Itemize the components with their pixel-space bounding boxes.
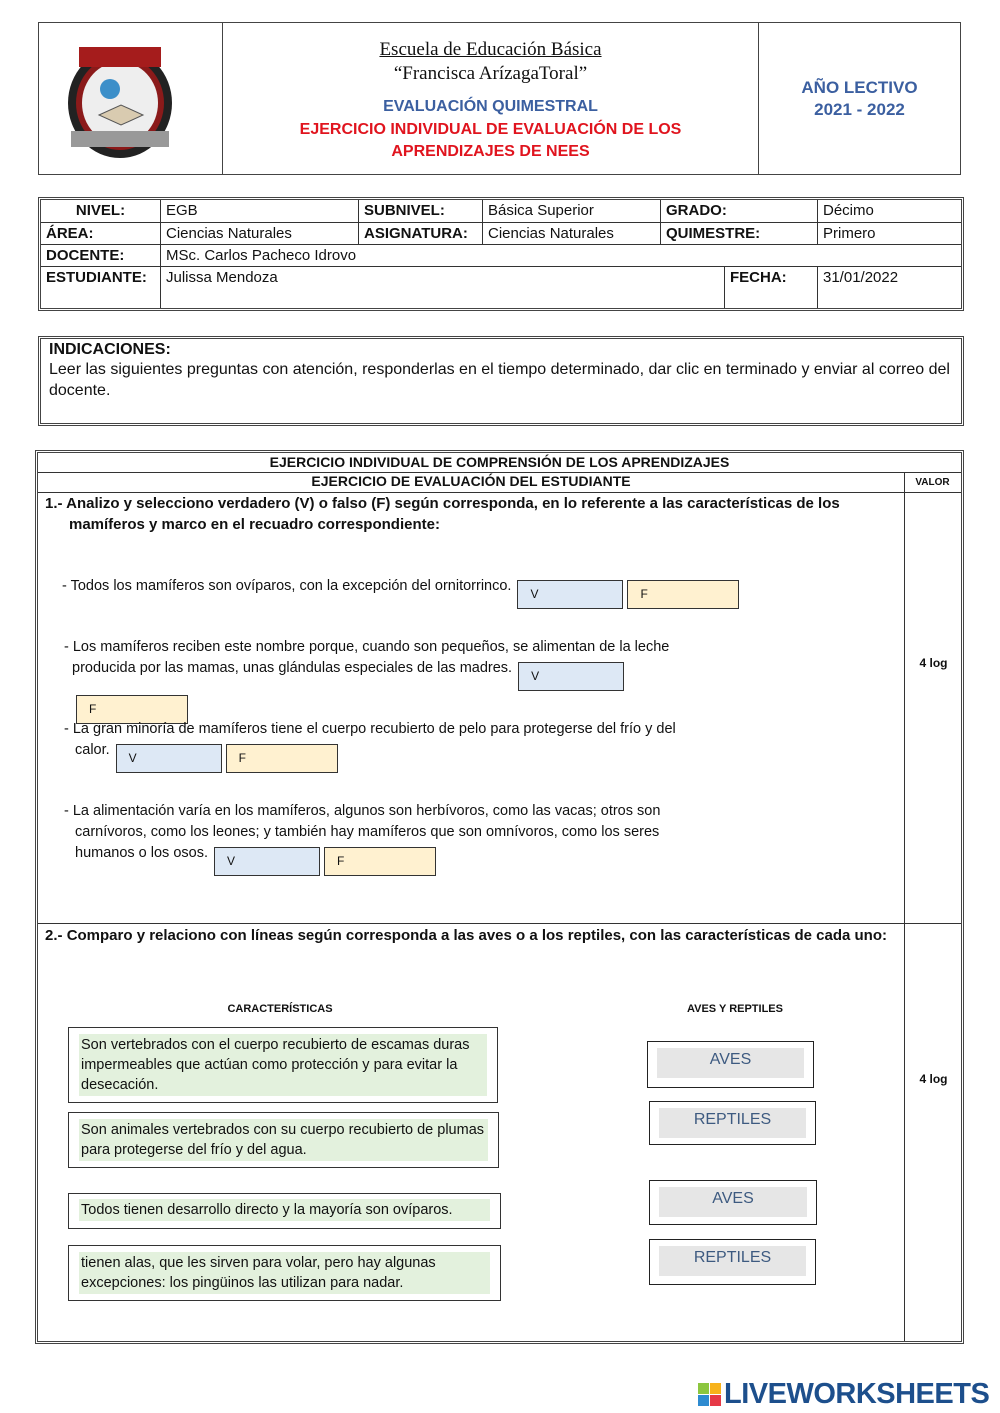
header-box: [38, 22, 961, 175]
estudiante-label: ESTUDIANTE:: [41, 267, 161, 308]
fecha-label: FECHA:: [725, 267, 818, 308]
question-number: 1.-: [45, 495, 63, 512]
indicaciones-title: INDICACIONES:: [49, 341, 171, 358]
asignatura-value: Ciencias Naturales: [483, 223, 661, 245]
groups-header: AVES Y REPTILES: [687, 1003, 783, 1015]
question-number: 2.-: [45, 927, 63, 944]
nivel-value: EGB: [161, 200, 359, 223]
option-label: AVES: [659, 1187, 807, 1217]
answer-false-3[interactable]: F: [226, 744, 338, 773]
characteristic-text: Todos tienen desarrollo directo y la mayoría son ovíparos.: [79, 1199, 490, 1221]
exercise-title-1: EJERCICIO INDIVIDUAL DE COMPRENSIÓN DE LOS APRENDIZAJES: [38, 454, 961, 473]
docente-value: MSc. Carlos Pacheco Idrovo: [161, 245, 961, 267]
answer-false-2[interactable]: F: [76, 695, 188, 724]
q1-item-1: - Todos los mamíferos son ovíparos, con la excepción del ornitorrinco.: [62, 578, 512, 594]
year-value: 2021 - 2022: [814, 100, 905, 119]
q1-item-2-row: [64, 637, 704, 724]
option-aves-2[interactable]: [649, 1180, 817, 1225]
subnivel-value: Básica Superior: [483, 200, 661, 223]
characteristic-3[interactable]: [68, 1193, 501, 1229]
characteristic-2[interactable]: [68, 1112, 499, 1168]
nivel-label: NIVEL:: [41, 200, 161, 223]
answer-true-1[interactable]: V: [517, 580, 623, 609]
characteristic-text: Son vertebrados con el cuerpo recubierto de escamas duras impermeables que actúan como protección y para evitar la desecación.: [79, 1034, 487, 1096]
exercise-title-2: EJERCICIO DE EVALUACIÓN DEL ESTUDIANTE: [38, 473, 904, 493]
indicaciones-text: Leer las siguientes preguntas con atención, responderlas en el tiempo determinado, dar clic en terminado y enviar al correo del docente.: [49, 361, 950, 399]
q2-value: 4 log: [919, 1072, 948, 1086]
asignatura-label: ASIGNATURA:: [359, 223, 483, 245]
characteristic-text: Son animales vertebrados con su cuerpo recubierto de plumas para protegerse del frío y del agua.: [79, 1119, 488, 1161]
area-value: Ciencias Naturales: [161, 223, 359, 245]
characteristic-1[interactable]: [68, 1027, 498, 1103]
quimestre-value: Primero: [818, 223, 961, 245]
question-text: Analizo y selecciono verdadero (V) o falso (F) según corresponda, en lo referente a las características de los mamíferos y marco en el recuadro correspondiente:: [66, 495, 840, 533]
characteristics-header: CARACTERÍSTICAS: [227, 1003, 333, 1015]
q1-item-3: - La gran minoría de mamíferos tiene el cuerpo recubierto de pelo para protegerse del frío y del calor.: [64, 721, 676, 758]
question-1: [45, 493, 895, 535]
option-label: REPTILES: [659, 1246, 806, 1276]
grado-label: GRADO:: [661, 200, 818, 223]
answer-true-2[interactable]: V: [518, 662, 624, 691]
question-2: [45, 925, 895, 946]
q1-item-3-row: [64, 719, 704, 773]
option-reptiles-2[interactable]: [649, 1239, 816, 1285]
option-label: AVES: [657, 1048, 804, 1078]
characteristic-4[interactable]: [68, 1245, 501, 1301]
q1-item-1-row: [62, 576, 822, 609]
answer-false-4[interactable]: F: [324, 847, 436, 876]
characteristic-text: tienen alas, que les sirven para volar, pero hay algunas excepciones: los pingüinos las utilizan para nadar.: [79, 1252, 490, 1294]
answer-false-1[interactable]: F: [627, 580, 739, 609]
year-label: AÑO LECTIVO: [801, 78, 918, 97]
liveworksheets-logo: [698, 1380, 998, 1410]
fecha-field[interactable]: 31/01/2022: [823, 269, 899, 286]
school-name: Escuela de Educación Básica: [379, 39, 602, 60]
q1-item-4: - La alimentación varía en los mamíferos, algunos son herbívoros, como las vacas; otros son carnívoros, como los leones; y también hay mamíferos que son omnívoros, como los seres humanos o los osos.: [64, 803, 661, 861]
grado-value: Décimo: [818, 200, 961, 223]
estudiante-field[interactable]: Julissa Mendoza: [161, 267, 725, 308]
docente-label: DOCENTE:: [41, 245, 161, 267]
option-aves-1[interactable]: [647, 1041, 814, 1088]
brand-name: LIVEWORKSHEETS: [724, 1378, 990, 1410]
info-table: [38, 197, 964, 311]
exercise-title: EJERCICIO INDIVIDUAL DE EVALUACIÓN DE LOS APRENDIZAJES DE NEES: [299, 121, 682, 160]
option-reptiles-1[interactable]: [649, 1101, 816, 1145]
valor-header: VALOR: [904, 473, 961, 493]
school-subname: “Francisca ArízagaToral”: [393, 63, 588, 84]
option-label: REPTILES: [659, 1108, 806, 1138]
q1-value: 4 log: [919, 656, 948, 670]
answer-true-4[interactable]: V: [214, 847, 320, 876]
liveworksheets-icon: [698, 1383, 722, 1407]
school-logo: [61, 41, 179, 159]
area-label: ÁREA:: [41, 223, 161, 245]
indicaciones-box: [38, 336, 964, 426]
question-text: Comparo y relaciono con líneas según corresponda a las aves o a los reptiles, con las características de cada uno:: [66, 927, 887, 944]
q1-item-2: - Los mamíferos reciben este nombre porque, cuando son pequeños, se alimentan de la leche producida por las mamas, unas glándulas especiales de las madres.: [64, 639, 670, 676]
quimestre-label: QUIMESTRE:: [661, 223, 818, 245]
eval-title: EVALUACIÓN QUIMESTRAL: [383, 98, 598, 115]
answer-true-3[interactable]: V: [116, 744, 222, 773]
subnivel-label: SUBNIVEL:: [359, 200, 483, 223]
q1-item-4-row: [64, 801, 699, 876]
